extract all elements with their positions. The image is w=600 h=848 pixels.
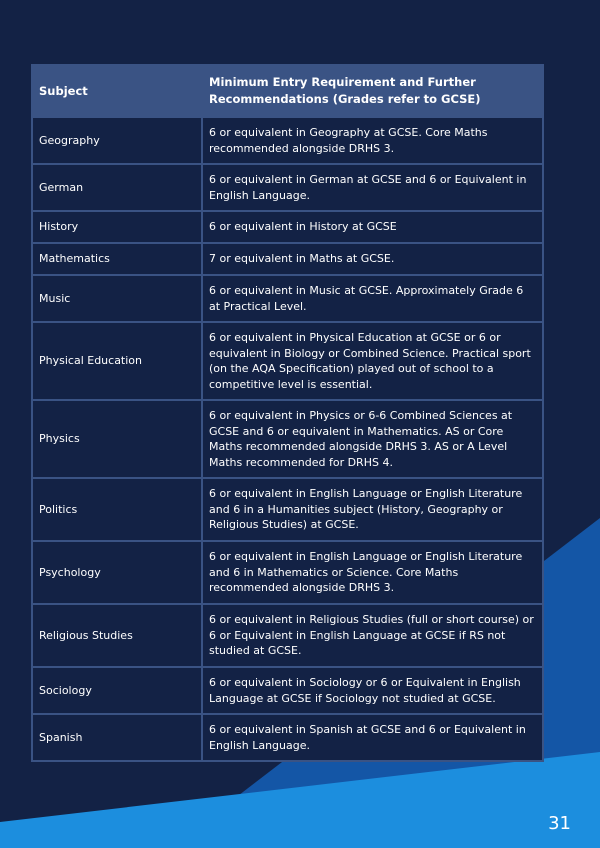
requirement-cell: 6 or equivalent in History at GCSE bbox=[202, 211, 543, 243]
table-row bbox=[32, 400, 543, 478]
table-row bbox=[32, 714, 543, 761]
requirement-cell: 6 or equivalent in English Language or English Literature and 6 in Mathematics or Science. Core Maths recommended alongside DRHS 3. bbox=[202, 541, 543, 604]
table-row bbox=[32, 322, 543, 400]
subject-cell: Physical Education bbox=[32, 322, 202, 400]
subject-cell: German bbox=[32, 164, 202, 211]
requirement-cell: 6 or equivalent in Physical Education at GCSE or 6 or equivalent in Biology or Combined Science. Practical sport (on the AQA Specification) played out of school to a competitive level is essential. bbox=[202, 322, 543, 400]
header-subject: Subject bbox=[32, 65, 202, 117]
requirement-cell: 6 or equivalent in Physics or 6-6 Combined Sciences at GCSE and 6 or equivalent in Mathematics. AS or Core Maths recommended alongside DRHS 3. AS or A Level Maths recommended for DRHS 4. bbox=[202, 400, 543, 478]
requirement-cell: 6 or equivalent in German at GCSE and 6 or Equivalent in English Language. bbox=[202, 164, 543, 211]
table-row bbox=[32, 604, 543, 667]
table-row bbox=[32, 478, 543, 541]
table-header-row bbox=[32, 65, 543, 117]
table-row bbox=[32, 541, 543, 604]
table-row bbox=[32, 667, 543, 714]
subject-cell: Mathematics bbox=[32, 243, 202, 275]
requirement-cell: 6 or equivalent in Sociology or 6 or Equivalent in English Language at GCSE if Sociology not studied at GCSE. bbox=[202, 667, 543, 714]
requirement-cell: 6 or equivalent in Spanish at GCSE and 6 or Equivalent in English Language. bbox=[202, 714, 543, 761]
subject-cell: Sociology bbox=[32, 667, 202, 714]
subject-cell: Politics bbox=[32, 478, 202, 541]
subject-cell: History bbox=[32, 211, 202, 243]
requirement-cell: 6 or equivalent in English Language or English Literature and 6 in a Humanities subject (History, Geography or Religious Studies) at GCSE. bbox=[202, 478, 543, 541]
table-row bbox=[32, 211, 543, 243]
subject-cell: Music bbox=[32, 275, 202, 322]
table-row bbox=[32, 275, 543, 322]
header-requirement: Minimum Entry Requirement and Further Recommendations (Grades refer to GCSE) bbox=[202, 65, 543, 117]
subject-cell: Religious Studies bbox=[32, 604, 202, 667]
page-number: 31 bbox=[548, 813, 571, 834]
subject-cell: Physics bbox=[32, 400, 202, 478]
requirement-cell: 6 or equivalent in Geography at GCSE. Core Maths recommended alongside DRHS 3. bbox=[202, 117, 543, 164]
requirement-cell: 6 or equivalent in Music at GCSE. Approximately Grade 6 at Practical Level. bbox=[202, 275, 543, 322]
requirement-cell: 6 or equivalent in Religious Studies (full or short course) or 6 or Equivalent in English Language at GCSE if RS not studied at GCSE. bbox=[202, 604, 543, 667]
requirement-cell: 7 or equivalent in Maths at GCSE. bbox=[202, 243, 543, 275]
subject-cell: Geography bbox=[32, 117, 202, 164]
table-row bbox=[32, 243, 543, 275]
table-row bbox=[32, 117, 543, 164]
subject-cell: Psychology bbox=[32, 541, 202, 604]
subject-cell: Spanish bbox=[32, 714, 202, 761]
table-row bbox=[32, 164, 543, 211]
entry-requirements-table bbox=[31, 64, 544, 762]
